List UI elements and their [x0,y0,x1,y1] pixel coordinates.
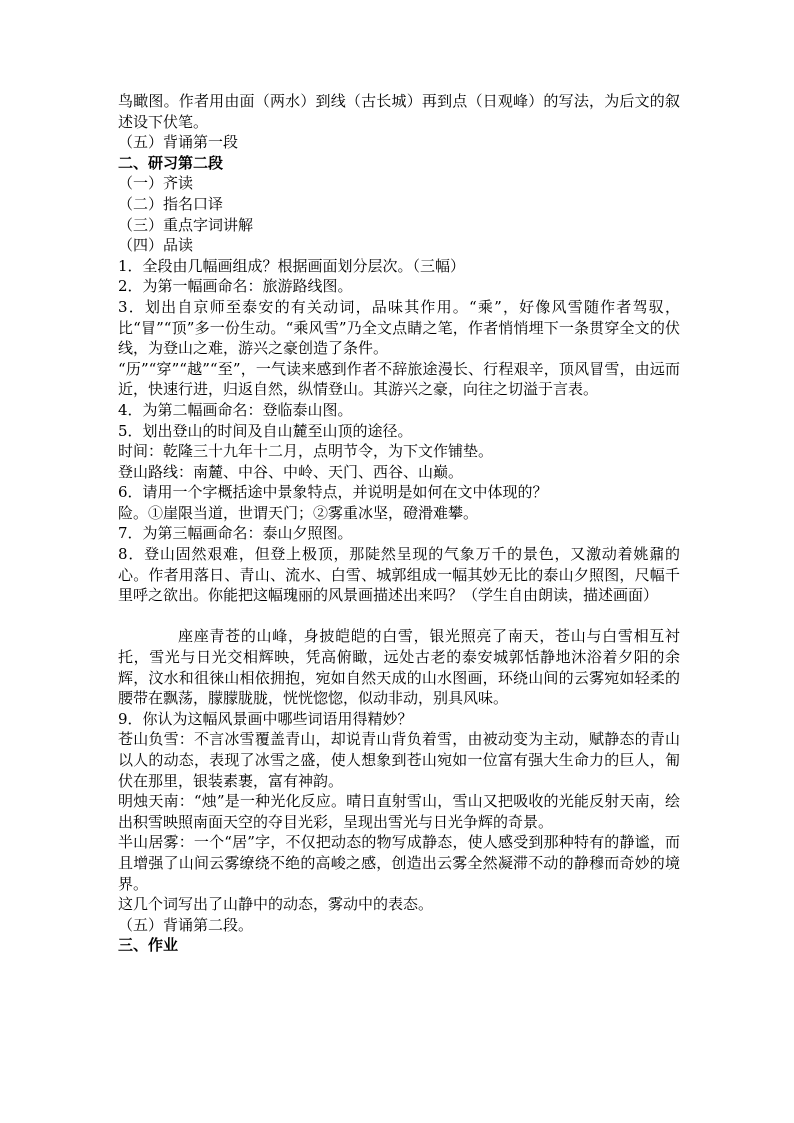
question-item: 5．划出登山的时间及自山麓至山顶的途径。 [118,421,413,440]
question-item: 2．为第一幅画命名：旅游路线图。 [118,277,353,296]
question-item: 3．划出自京师至泰安的有关动词，品味其作用。“乘”，好像风雪随作者驾驭，比“冒”“顶”多一份生动。“乘风雪”乃全文点睛之笔，作者悄悄埋下一条贯穿全文的伏线，为登山之难，游兴之豪创造了条件。 [118,297,680,358]
question-item: 9．你认为这幅风景画中哪些词语用得精妙？ [118,709,413,728]
section-step: （五）背诵第一段 [118,133,239,152]
paragraph: 鸟瞰图。作者用由面（两水）到线（古长城）再到点（日观峰）的写法，为后文的叙述设下伏笔。 [118,92,680,131]
section-step: （四）品读 [118,236,194,255]
paragraph: 半山居雾：一个“居”字，不仅把动态的物写成静态，使人感受到那种特有的静谧，而且增强了山间云雾缭绕不绝的高峻之感，创造出云雾全然凝滞不动的静穆而奇妙的境界。 [118,833,680,893]
section-step: （五）背诵第二段。 [118,915,254,934]
question-item: 4．为第二幅画命名：登临泰山图。 [118,400,353,419]
paragraph: 这几个词写出了山静中的动态，雾动中的表态。 [118,895,434,914]
section-heading: 三、作业 [118,936,179,955]
question-item: 8．登山固然艰难，但登上极顶，那陡然呈现的气象万千的景色，又激动着姚鼐的心。作者用落日、青山、流水、白雪、城郭组成一幅其妙无比的泰山夕照图，尺幅千里呼之欲出。你能把这幅瑰丽的风景画描述出来吗？（学生自由朗读，描述画面） [118,545,680,605]
section-step: （三）重点字词讲解 [118,215,254,234]
paragraph: “历”“穿”“越”“至”，一气读来感到作者不辞旅途漫长、行程艰辛，顶风冒雪，由远而近，快速行进，归返自然，纵情登山。其游兴之豪，向往之切溢于言表。 [118,359,680,399]
blank-line [118,606,680,627]
paragraph: 登山路线：南麓、中谷、中岭、天门、西谷、山巅。 [118,462,464,481]
section-step: （二）指名口译 [118,194,224,213]
question-item: 1．全段由几幅画组成？根据画面划分层次。（三幅） [118,256,466,275]
question-item: 7．为第三幅画命名：泰山夕照图。 [118,524,353,543]
paragraph: 险。①崖限当道，世谓天门；②雾重冰坚，磴滑难攀。 [118,503,479,522]
paragraph: 明烛天南：“烛”是一种光化反应。晴日直射雪山，雪山又把吸收的光能反射天南，绘出积雪映照南面天空的夺目光彩，呈现出雪光与日光争辉的奇景。 [118,792,680,831]
paragraph: 苍山负雪：不言冰雪覆盖青山，却说青山背负着雪，由被动变为主动，赋静态的青山以人的动态，表现了冰雪之盛，使人想象到苍山宛如一位富有强大生命力的巨人，匍伏在那里，银装素裹，富有神韵。 [118,730,680,790]
section-heading: 二、研习第二段 [118,153,224,172]
description-paragraph: 座座青苍的山峰，身披皑皑的白雪，银光照亮了南天，苍山与白雪相互衬托，雪光与日光交相辉映，凭高俯瞰，远处古老的泰安城郭恬静地沐浴着夕阳的余辉，汶水和徂徕山相依拥抱，宛如自然天成的山水图画，环绕山间的云雾宛如轻柔的腰带在飘荡，朦朦胧胧，恍恍惚惚，似动非动，别具风味。 [118,627,680,708]
paragraph: 时间：乾隆三十九年十二月，点明节令，为下文作铺垫。 [118,442,494,461]
section-step: （一）齐读 [118,174,194,193]
document-page [118,91,680,956]
question-item: 6．请用一个字概括途中景象特点，并说明是如何在文中体现的？ [118,483,548,502]
